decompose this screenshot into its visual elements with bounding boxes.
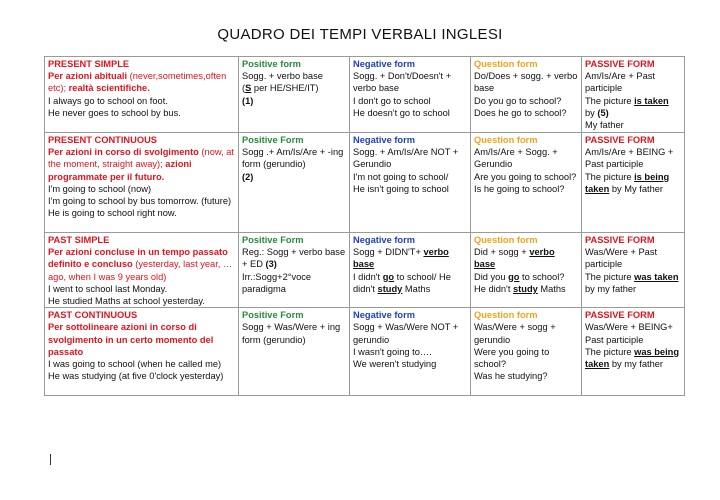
column-heading: Positive Form bbox=[242, 235, 304, 245]
positive-form-cell bbox=[239, 57, 350, 133]
positive-form-cell bbox=[239, 308, 350, 396]
column-heading: PASSIVE FORM bbox=[585, 310, 655, 321]
rule-text: Sogg + Was/Were + ing form (gerundio) bbox=[242, 322, 341, 345]
table-row bbox=[45, 57, 685, 133]
rule-text: Am/Is/Are + Past participle bbox=[585, 71, 656, 94]
table-row bbox=[45, 308, 685, 396]
example: He didn't study Maths bbox=[474, 283, 566, 294]
rule-text: Sogg + DIDN'T+ verbo base bbox=[353, 247, 449, 270]
example: Are you going to school? Is he going to school? bbox=[474, 171, 577, 194]
tense-heading: PRESENT SIMPLE bbox=[48, 59, 130, 69]
column-heading: PASSIVE FORM bbox=[585, 235, 655, 245]
example: I'm going to school by bus tomorrow. (future) bbox=[48, 196, 232, 207]
passive-form-cell bbox=[582, 133, 685, 233]
rule-text: Was/Were + Past participle bbox=[585, 247, 658, 270]
rule-text: Was/Were + sogg + gerundio bbox=[474, 322, 556, 345]
question-form-cell bbox=[471, 57, 582, 133]
tense-cell bbox=[45, 57, 239, 133]
example: Was he studying? bbox=[474, 371, 548, 382]
example: I always go to school on foot. bbox=[48, 95, 168, 106]
example: I wasn't going to…. bbox=[353, 346, 432, 357]
example: The picture was taken by my father bbox=[585, 271, 679, 294]
question-form-cell bbox=[471, 308, 582, 396]
example: I don't go to school bbox=[353, 95, 431, 106]
tense-description: Per azioni abituali (never,sometimes,often etc); realtà scientifiche. bbox=[48, 71, 227, 94]
example: I'm not going to school/ bbox=[353, 171, 449, 182]
column-heading: Question form bbox=[474, 135, 538, 145]
column-heading: Question form bbox=[474, 310, 538, 321]
rule-text: Sogg .+ Am/Is/Are + -ing form (gerundio) bbox=[242, 147, 344, 170]
question-form-cell bbox=[471, 233, 582, 308]
rule-text: (S per HE/SHE/IT) bbox=[242, 83, 319, 94]
column-heading: Positive Form bbox=[242, 135, 304, 145]
column-heading: Negative form bbox=[353, 59, 415, 69]
tense-description: Per sottolineare azioni in corso di svolgimento in un certo momento del passato bbox=[48, 322, 214, 357]
example: He was studying (at five 0'clock yesterday) bbox=[48, 371, 224, 382]
rule-text: Sogg. + Don't/Doesn't + verbo base bbox=[353, 71, 452, 94]
note-number: (2) bbox=[242, 171, 254, 182]
negative-form-cell bbox=[350, 57, 471, 133]
example: We weren't studying bbox=[353, 359, 437, 370]
example: I'm going to school (now) bbox=[48, 183, 152, 194]
table-row bbox=[45, 133, 685, 233]
tense-heading: PAST SIMPLE bbox=[48, 235, 110, 245]
negative-form-cell bbox=[350, 133, 471, 233]
rule-text: Am/Is/Are + BEING + Past participle bbox=[585, 147, 674, 170]
tense-heading: PRESENT CONTINUOUS bbox=[48, 135, 157, 145]
column-heading: Negative form bbox=[353, 135, 415, 145]
example: The picture is taken by (5) bbox=[585, 95, 669, 118]
negative-form-cell bbox=[350, 233, 471, 308]
example: My father bbox=[585, 120, 624, 131]
example: I was going to school (when he called me) bbox=[48, 359, 222, 370]
rule-text: Was/Were + BEING+ Past participle bbox=[585, 322, 673, 345]
example: Were you going to school? bbox=[474, 346, 550, 370]
column-heading: Negative form bbox=[353, 235, 415, 245]
column-heading: Negative form bbox=[353, 310, 415, 321]
rule-text: Am/Is/Are + Sogg. + Gerundio bbox=[474, 147, 558, 170]
example: The picture is being taken by My father bbox=[585, 171, 670, 194]
column-heading: Positive Form bbox=[242, 310, 304, 321]
question-form-cell bbox=[471, 133, 582, 233]
tense-cell bbox=[45, 133, 239, 233]
column-heading: Question form bbox=[474, 235, 538, 245]
example: He is going to school right now. bbox=[48, 208, 177, 219]
passive-form-cell bbox=[582, 233, 685, 308]
example: He studied Maths at school yesterday. bbox=[48, 296, 205, 307]
column-heading: PASSIVE FORM bbox=[585, 135, 655, 145]
positive-form-cell bbox=[239, 233, 350, 308]
example: He doesn't go to school bbox=[353, 107, 450, 118]
rule-text: Irr.:Sogg+2°voce paradigma bbox=[242, 271, 312, 294]
tense-cell bbox=[45, 233, 239, 308]
rule-text: Sogg. + verbo base bbox=[242, 71, 323, 82]
rule-text: Sogg. + Am/Is/Are NOT + Gerundio bbox=[353, 147, 459, 170]
table-row bbox=[45, 233, 685, 308]
page-title: QUADRO DEI TEMPI VERBALI INGLESI bbox=[217, 26, 503, 43]
rule-text: Did + sogg + verbo base bbox=[474, 247, 555, 270]
rule-text: Do/Does + sogg. + verbo base bbox=[474, 71, 578, 94]
example: He isn't going to school bbox=[353, 183, 449, 194]
example: I went to school last Monday. bbox=[48, 283, 168, 294]
example: Does he go to school? bbox=[474, 107, 567, 118]
example: Do you go to school? bbox=[474, 95, 562, 106]
example: I didn't go to school/ He didn't study Maths bbox=[353, 271, 451, 294]
column-heading: Positive form bbox=[242, 59, 301, 69]
example: He never goes to school by bus. bbox=[48, 107, 181, 118]
passive-form-cell bbox=[582, 57, 685, 133]
example: The picture was being taken by my father bbox=[585, 346, 680, 370]
note-number: (1) bbox=[242, 95, 254, 106]
tense-cell bbox=[45, 308, 239, 396]
rule-text: Reg.: Sogg + verbo base + ED (3) bbox=[242, 247, 346, 270]
tense-heading: PAST CONTINUOUS bbox=[48, 310, 138, 321]
tense-description: Per azioni concluse in un tempo passato definito e concluso (yesterday, last year, …ago, when I was 9 years old) bbox=[48, 247, 233, 282]
tense-description: Per azioni in corso di svolgimento (now, at the moment, straight away); azioni programmate per il futuro. bbox=[48, 147, 234, 182]
rule-text: Sogg + Was/Were NOT + gerundio bbox=[353, 322, 459, 345]
column-heading: PASSIVE FORM bbox=[585, 59, 655, 69]
negative-form-cell bbox=[350, 308, 471, 396]
positive-form-cell bbox=[239, 133, 350, 233]
text-cursor bbox=[50, 454, 51, 465]
passive-form-cell bbox=[582, 308, 685, 396]
column-heading: Question form bbox=[474, 59, 538, 69]
example: Did you go to school? bbox=[474, 271, 565, 282]
verb-tenses-table bbox=[44, 56, 685, 396]
